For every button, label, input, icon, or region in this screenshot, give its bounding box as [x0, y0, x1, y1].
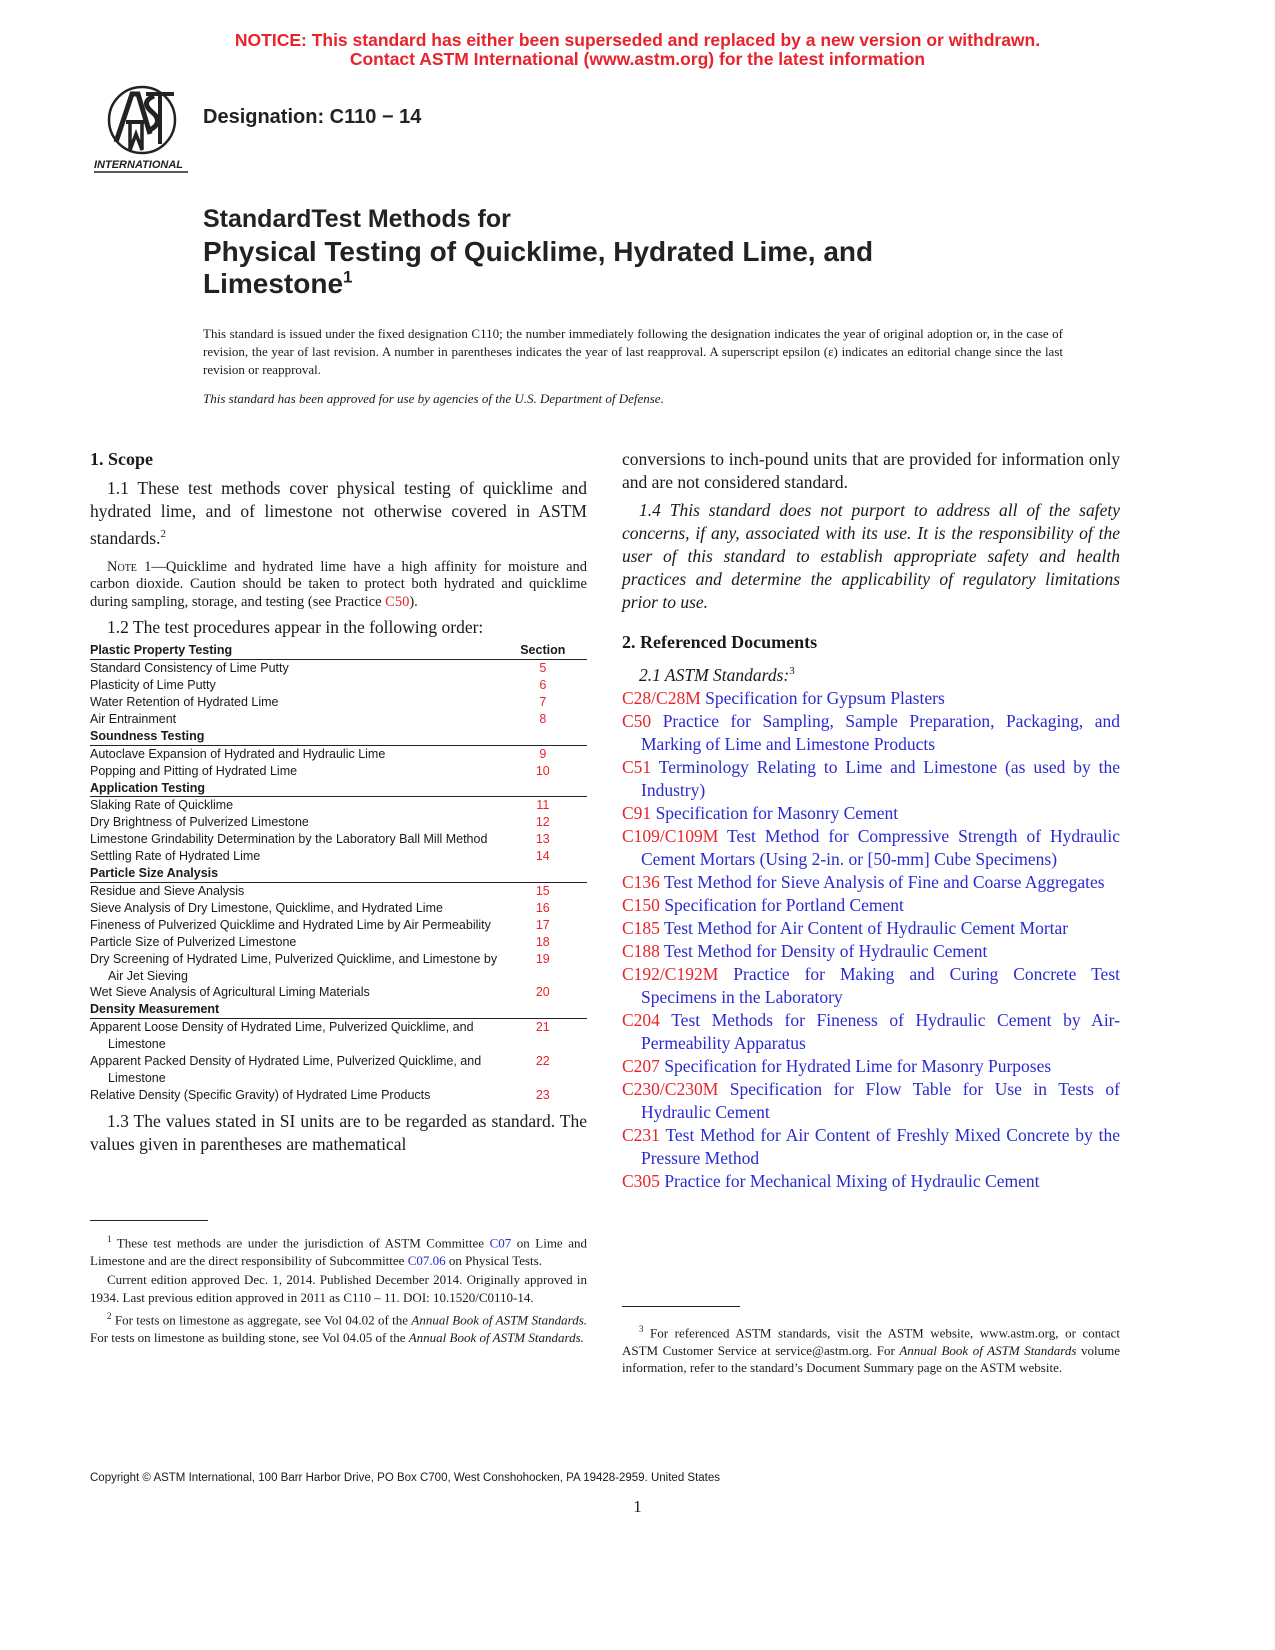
- reference-code[interactable]: C28/C28M: [622, 687, 701, 708]
- reference-code[interactable]: C204: [622, 1009, 660, 1030]
- footnote-3-text-a: For referenced ASTM standards, visit the ASTM website, www.astm.org, or contact ASTM Customer Service at service@astm.org. For: [622, 1325, 1120, 1358]
- table-group-header: [90, 865, 587, 882]
- footnote-link-c07[interactable]: C07: [489, 1235, 512, 1251]
- table-row: [90, 711, 587, 728]
- footnote-2-book-1: Annual Book of ASTM Standards.: [411, 1312, 588, 1328]
- footnote-rule-right: [622, 1306, 740, 1307]
- reference-code[interactable]: C109/C109M: [622, 825, 719, 846]
- procedure-name: Apparent Loose Density of Hydrated Lime, Pulverized Quicklime, and Limestone: [90, 1020, 474, 1052]
- table-row: [90, 1019, 587, 1053]
- title-main: Physical Testing of Quicklime, Hydrated Lime, and Limestone: [203, 236, 874, 299]
- table-row: [90, 917, 587, 934]
- reference-code[interactable]: C185: [622, 917, 660, 938]
- reference-item[interactable]: [622, 710, 1120, 756]
- reference-item[interactable]: [622, 1055, 1120, 1078]
- reference-title[interactable]: Test Method for Density of Hydraulic Cement: [659, 940, 988, 961]
- notice-banner: [0, 31, 1275, 69]
- note-label: Note: [107, 558, 137, 575]
- section-link[interactable]: 16: [535, 900, 550, 915]
- footnote-1-text-c: on Physical Tests.: [445, 1252, 542, 1268]
- footnote-2-marker: 2: [107, 1311, 112, 1322]
- footnote-rule-left: [90, 1220, 208, 1221]
- reference-item[interactable]: [622, 940, 1120, 963]
- reference-item[interactable]: [622, 687, 1120, 710]
- procedure-name: Slaking Rate of Quicklime: [90, 798, 234, 813]
- note-text: —Quicklime and hydrated lime have a high affinity for moisture and carbon dioxide. Caution should be taken to protect both hydrated and quicklime during sampling, storage, and testing (see Practice: [90, 558, 588, 610]
- table-row: [90, 763, 587, 780]
- footnote-2-text-b: For tests on limestone as building stone, see Vol 04.05 of the: [90, 1330, 409, 1346]
- reference-title[interactable]: Specification for Masonry Cement: [651, 802, 899, 823]
- section-link[interactable]: 15: [535, 884, 550, 899]
- referenced-heading: 2. Referenced Documents: [622, 632, 818, 652]
- section-link[interactable]: 10: [535, 763, 550, 778]
- right-column: [622, 448, 1120, 1193]
- section-link[interactable]: 8: [539, 711, 547, 726]
- table-row: [90, 797, 587, 814]
- procedure-name: Settling Rate of Hydrated Lime: [90, 849, 261, 864]
- scope-1-4: 1.4 This standard does not purport to address all of the safety concerns, if any, associated with its use. It is the responsibility of the user of this standard to establish appropriate safety and health practices and determine the applicability of regulatory limitations prior to use.: [622, 500, 1120, 612]
- astm-logo-icon: [94, 82, 190, 174]
- footnote-2-book-2: Annual Book of ASTM Standards.: [408, 1330, 584, 1346]
- table-row: [90, 831, 587, 848]
- footnote-ref-3[interactable]: 3: [789, 665, 795, 677]
- reference-item[interactable]: [622, 1124, 1120, 1170]
- reference-title[interactable]: Practice for Making and Curing Concrete Test Specimens in the Laboratory: [641, 963, 1120, 1007]
- procedure-name: Apparent Packed Density of Hydrated Lime, Pulverized Quicklime, and Limestone: [90, 1054, 482, 1085]
- procedure-name: Residue and Sieve Analysis: [90, 884, 245, 899]
- reference-code[interactable]: C305: [622, 1170, 660, 1191]
- procedure-name: Particle Size of Pulverized Limestone: [90, 934, 297, 949]
- table-row: [90, 951, 587, 985]
- group-title: Application Testing: [90, 780, 499, 797]
- procedure-name: Dry Screening of Hydrated Lime, Pulverized Quicklime, and Limestone by Air Jet Sieving: [90, 951, 498, 983]
- procedure-name: Standard Consistency of Lime Putty: [90, 661, 289, 676]
- section-link[interactable]: 17: [535, 917, 550, 932]
- section-column-header: [499, 865, 587, 882]
- table-row: [90, 984, 587, 1001]
- notice-line-1: NOTICE: This standard has either been superseded and replaced by a new version or withdrawn.: [234, 30, 1041, 50]
- procedure-name: Popping and Pitting of Hydrated Lime: [90, 763, 298, 778]
- table-row: [90, 814, 587, 831]
- reference-item[interactable]: [622, 871, 1120, 894]
- reference-code[interactable]: C230/C230M: [622, 1078, 719, 1099]
- footnote-link-c07-06[interactable]: C07.06: [407, 1252, 446, 1268]
- table-row: [90, 694, 587, 711]
- section-link[interactable]: 12: [535, 815, 550, 830]
- procedure-name: Autoclave Expansion of Hydrated and Hydraulic Lime: [90, 746, 386, 761]
- scope-1-3-continued: conversions to inch-pound units that are provided for information only and are not considered standard.: [622, 449, 1120, 492]
- group-title: Density Measurement: [90, 1001, 499, 1018]
- reference-code[interactable]: C50: [622, 710, 652, 731]
- section-column-header: [499, 780, 587, 797]
- note-1: [90, 559, 587, 612]
- reference-item[interactable]: [622, 825, 1120, 871]
- left-column: [90, 448, 587, 1156]
- reference-title[interactable]: Specification for Gypsum Plasters: [700, 687, 945, 708]
- reference-title[interactable]: Test Method for Sieve Analysis of Fine and Coarse Aggregates: [659, 871, 1105, 892]
- footnote-ref-2[interactable]: 2: [160, 528, 166, 540]
- reference-item[interactable]: [622, 917, 1120, 940]
- procedure-name: Limestone Grindability Determination by the Laboratory Ball Mill Method: [90, 832, 488, 847]
- note-link-c50[interactable]: C50: [385, 593, 410, 610]
- table-group-header: [90, 1001, 587, 1018]
- reference-item[interactable]: [622, 1078, 1120, 1124]
- reference-title[interactable]: Test Methods for Fineness of Hydraulic Cement by Air-Permeability Apparatus: [641, 1009, 1120, 1053]
- issued-note: This standard is issued under the fixed designation C110; the number immediately following the designation indicates the year of original adoption or, in the case of revision, the year of last revision. A number in parentheses indicates the year of last reapproval. A superscript epsilon (ε) indicates an editorial change since the last revision or reapproval.: [203, 326, 1063, 377]
- reference-title[interactable]: Specification for Hydrated Lime for Masonry Purposes: [659, 1055, 1052, 1076]
- section-link[interactable]: 18: [535, 934, 550, 949]
- footnote-3-book: Annual Book of ASTM Standards: [899, 1342, 1077, 1358]
- footnote-1-marker: 1: [107, 1234, 112, 1244]
- reference-code[interactable]: C91: [622, 802, 652, 823]
- reference-code[interactable]: C192/C192M: [622, 963, 719, 984]
- title-line-2: [203, 236, 923, 300]
- section-column-header: Section: [499, 642, 587, 659]
- footnotes-right: [622, 1321, 1120, 1377]
- note-end: ).: [409, 593, 418, 610]
- logo-text: INTERNATIONAL: [94, 159, 184, 171]
- section-column-header: [499, 728, 587, 745]
- section-link[interactable]: 14: [535, 849, 550, 864]
- reference-item[interactable]: [622, 894, 1120, 917]
- section-link[interactable]: 20: [535, 985, 550, 1000]
- procedure-name: Air Entrainment: [90, 711, 177, 726]
- reference-title[interactable]: Test Method for Compressive Strength of Hydraulic Cement Mortars (Using 2-in. or [50-mm] Cube Specimens): [641, 825, 1120, 869]
- footnotes-left: [90, 1231, 587, 1347]
- section-column-header: [499, 1001, 587, 1018]
- section-link[interactable]: 23: [535, 1087, 550, 1102]
- reference-code[interactable]: C188: [622, 940, 660, 961]
- procedure-name: Sieve Analysis of Dry Limestone, Quicklime, and Hydrated Lime: [90, 900, 443, 915]
- table-row: [90, 883, 587, 900]
- referenced-list: [622, 687, 1120, 1193]
- reference-item[interactable]: [622, 802, 1120, 825]
- group-title: Plastic Property Testing: [90, 642, 499, 659]
- reference-title[interactable]: Specification for Flow Table for Use in Tests of Hydraulic Cement: [641, 1078, 1120, 1122]
- table-row: [90, 848, 587, 865]
- approved-note: This standard has been approved for use by agencies of the U.S. Department of Defense.: [203, 391, 664, 406]
- reference-title[interactable]: Practice for Mechanical Mixing of Hydraulic Cement: [659, 1170, 1040, 1191]
- section-link[interactable]: 22: [535, 1054, 550, 1069]
- section-link[interactable]: 13: [535, 832, 550, 847]
- copyright-footer: Copyright © ASTM International, 100 Barr Harbor Drive, PO Box C700, West Conshohocken, PA 19428-2959. United States: [90, 1472, 721, 1484]
- section-link[interactable]: 6: [539, 678, 547, 693]
- title-footnote-ref[interactable]: 1: [343, 267, 353, 287]
- procedure-name: Fineness of Pulverized Quicklime and Hydrated Lime by Air Permeability: [90, 917, 491, 932]
- footnote-3: [622, 1321, 1120, 1377]
- reference-code[interactable]: C150: [622, 894, 660, 915]
- title-line-1: StandardTest Methods for: [203, 205, 511, 233]
- procedure-name: Wet Sieve Analysis of Agricultural Liming Materials: [90, 985, 370, 1000]
- scope-1-1: [90, 477, 587, 550]
- reference-title[interactable]: Practice for Sampling, Sample Preparation, Packaging, and Marking of Lime and Limestone Products: [641, 710, 1120, 754]
- reference-code[interactable]: C207: [622, 1055, 660, 1076]
- reference-item[interactable]: [622, 963, 1120, 1009]
- astm-standards-sub: [622, 660, 1120, 687]
- footnote-1: [90, 1231, 587, 1269]
- table-row: [90, 934, 587, 951]
- table-group-header: [90, 642, 587, 659]
- group-title: Particle Size Analysis: [90, 865, 499, 882]
- footnote-3-marker: 3: [639, 1324, 644, 1334]
- scope-1-2: 1.2 The test procedures appear in the following order:: [107, 617, 484, 638]
- designation: Designation: C110 − 14: [203, 106, 422, 128]
- scope-heading: 1. Scope: [90, 449, 153, 469]
- reference-title[interactable]: Test Method for Air Content of Hydraulic Cement Mortar: [659, 917, 1069, 938]
- table-row: [90, 1087, 587, 1104]
- reference-title[interactable]: Specification for Portland Cement: [659, 894, 904, 915]
- section-link[interactable]: 21: [535, 1020, 550, 1035]
- table-row: [90, 900, 587, 917]
- reference-title[interactable]: Test Method for Air Content of Freshly Mixed Concrete by the Pressure Method: [641, 1124, 1120, 1168]
- footnote-1-text-a: These test methods are under the jurisdiction of ASTM Committee: [111, 1235, 490, 1251]
- section-link[interactable]: 7: [539, 695, 547, 710]
- reference-code[interactable]: C231: [622, 1124, 660, 1145]
- reference-item[interactable]: [622, 756, 1120, 802]
- scope-1-1-text: 1.1 These test methods cover physical testing of quicklime and hydrated lime, and of limestone not otherwise covered in ASTM standards.: [90, 478, 587, 548]
- section-link[interactable]: 11: [536, 798, 550, 813]
- note-num: 1: [136, 558, 152, 575]
- page-number: 1: [633, 1497, 642, 1516]
- section-link[interactable]: 5: [539, 661, 547, 676]
- procedure-name: Plasticity of Lime Putty: [90, 678, 216, 693]
- footnote-3-text-b: volume information, refer to the standard’s Document Summary page on the ASTM website.: [622, 1342, 1120, 1376]
- table-row: [90, 677, 587, 694]
- table-row: [90, 660, 587, 677]
- reference-item[interactable]: [622, 1009, 1120, 1055]
- section-link[interactable]: 19: [535, 951, 550, 966]
- reference-title[interactable]: Terminology Relating to Lime and Limestone (as used by the Industry): [641, 756, 1120, 800]
- group-title: Soundness Testing: [90, 728, 499, 745]
- procedure-name: Dry Brightness of Pulverized Limestone: [90, 815, 309, 830]
- reference-code[interactable]: C136: [622, 871, 660, 892]
- table-row: [90, 745, 587, 762]
- reference-item[interactable]: [622, 1170, 1120, 1193]
- reference-code[interactable]: C51: [622, 756, 652, 777]
- table-row: [90, 1053, 587, 1087]
- procedure-order-table: [90, 642, 587, 1103]
- table-group-header: [90, 728, 587, 745]
- astm-standards-label: 2.1 ASTM Standards:: [639, 664, 790, 685]
- footnote-1-text-b: on Lime and Limestone and are the direct responsibility of Subcommittee: [90, 1235, 587, 1268]
- scope-1-3: 1.3 The values stated in SI units are to be regarded as standard. The values given in parentheses are mathematical: [90, 1110, 587, 1154]
- notice-line-2: Contact ASTM International (www.astm.org) for the latest information: [349, 49, 926, 69]
- procedure-name: Relative Density (Specific Gravity) of Hydrated Lime Products: [90, 1087, 431, 1102]
- footnote-1-edition: Current edition approved Dec. 1, 2014. Published December 2014. Originally approved in 1934. Last previous edition approved in 2011 as C110 – 11. DOI: 10.1520/C0110-14.: [90, 1272, 587, 1305]
- table-group-header: [90, 780, 587, 797]
- procedure-name: Water Retention of Hydrated Lime: [90, 695, 279, 710]
- footnote-2-text-a: For tests on limestone as aggregate, see Vol 04.02 of the: [111, 1312, 412, 1328]
- footnote-2: [90, 1308, 587, 1346]
- section-link[interactable]: 9: [539, 746, 547, 761]
